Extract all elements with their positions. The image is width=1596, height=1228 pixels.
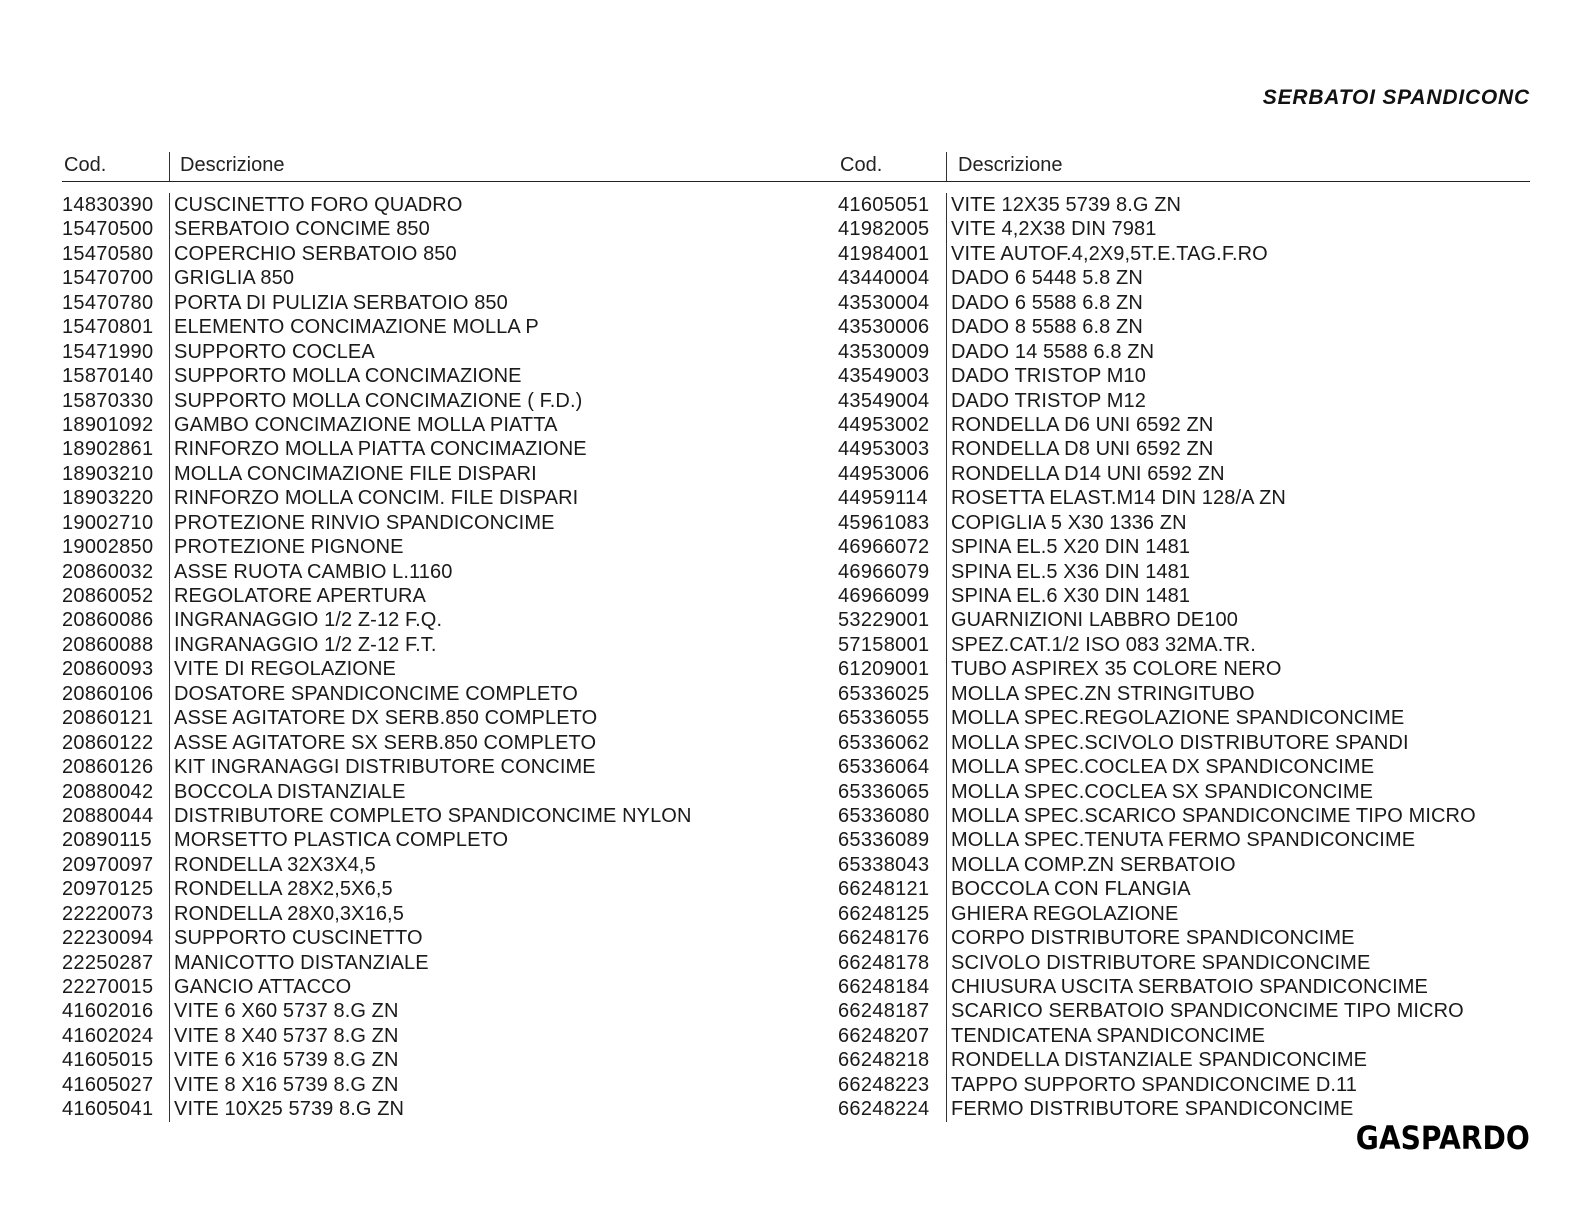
part-description: TENDICATENA SPANDICONCIME: [946, 1024, 1265, 1048]
part-code: 15870330: [62, 389, 154, 412]
part-code: 20880044: [62, 804, 154, 827]
part-description: VITE 10X25 5739 8.G ZN: [169, 1097, 404, 1121]
part-code: 65336062: [838, 731, 930, 754]
part-code: 20860093: [62, 658, 154, 681]
part-description: SERBATOIO CONCIME 850: [169, 217, 430, 241]
part-code: 20860121: [62, 707, 154, 730]
part-description: DADO 8 5588 6.8 ZN: [946, 315, 1143, 339]
rows-right: [838, 193, 1530, 1122]
table-row: [838, 633, 1530, 657]
table-row: [838, 975, 1530, 999]
part-description: REGOLATORE APERTURA: [169, 584, 426, 608]
table-row: [62, 804, 810, 828]
part-description: ROSETTA ELAST.M14 DIN 128/A ZN: [946, 486, 1286, 510]
part-code: 66248218: [838, 1049, 930, 1072]
part-code: 66248184: [838, 976, 930, 998]
part-description: SCIVOLO DISTRIBUTORE SPANDICONCIME: [946, 951, 1370, 975]
part-description: RINFORZO MOLLA PIATTA CONCIMAZIONE: [169, 437, 587, 461]
part-code: 44953002: [838, 413, 930, 436]
part-code: 66248207: [838, 1024, 930, 1047]
part-code: 20860032: [62, 560, 154, 583]
part-description: INGRANAGGIO 1/2 Z-12 F.Q.: [169, 608, 442, 632]
part-code: 66248176: [838, 927, 930, 950]
rows-left: [62, 193, 810, 1122]
table-row: [62, 486, 810, 510]
table-row: [62, 951, 810, 975]
part-code: 20970125: [62, 878, 154, 901]
table-row: [838, 584, 1530, 608]
table-row: [838, 266, 1530, 290]
part-code: 15470780: [62, 291, 154, 314]
part-description: PORTA DI PULIZIA SERBATOIO 850: [169, 291, 508, 315]
part-description: MOLLA SPEC.COCLEA SX SPANDICONCIME: [946, 780, 1373, 804]
part-description: RONDELLA 28X0,3X16,5: [169, 902, 404, 926]
part-code: 46966099: [838, 585, 930, 607]
part-code: 61209001: [838, 658, 930, 681]
part-description: PROTEZIONE PIGNONE: [169, 535, 404, 559]
part-code: 41602016: [62, 1000, 154, 1023]
part-code: 22230094: [62, 927, 154, 950]
part-description: DOSATORE SPANDICONCIME COMPLETO: [169, 682, 578, 706]
table-row: [62, 340, 810, 364]
table-row: [62, 437, 810, 461]
table-row: [838, 657, 1530, 681]
part-description: DADO TRISTOP M10: [946, 364, 1146, 388]
part-code: 65336025: [838, 682, 930, 705]
table-row: [838, 291, 1530, 315]
header-cod: Cod.: [840, 154, 883, 176]
part-description: MOLLA COMP.ZN SERBATOIO: [946, 853, 1236, 877]
parts-table-right: [838, 152, 1530, 1122]
part-code: 15870140: [62, 365, 154, 388]
parts-table-left: [62, 152, 810, 1122]
table-row: [838, 951, 1530, 975]
table-row: [838, 560, 1530, 584]
table-row: [838, 340, 1530, 364]
part-description: RONDELLA D6 UNI 6592 ZN: [946, 413, 1213, 437]
table-row: [62, 242, 810, 266]
table-row: [62, 217, 810, 241]
part-description: MOLLA SPEC.SCARICO SPANDICONCIME TIPO MICRO: [946, 804, 1476, 828]
table-row: [62, 291, 810, 315]
part-code: 44953006: [838, 462, 930, 485]
table-row: [838, 364, 1530, 388]
part-description: PROTEZIONE RINVIO SPANDICONCIME: [169, 511, 555, 535]
table-row: [62, 364, 810, 388]
part-code: 41605041: [62, 1098, 154, 1121]
part-code: 65336080: [838, 804, 930, 827]
part-code: 41605027: [62, 1073, 154, 1096]
part-code: 20860086: [62, 609, 154, 632]
part-description: DADO TRISTOP M12: [946, 389, 1146, 413]
table-header: [62, 152, 810, 182]
table-row: [838, 780, 1530, 804]
table-row: [838, 706, 1530, 730]
part-description: VITE DI REGOLAZIONE: [169, 657, 396, 681]
part-code: 43440004: [838, 267, 930, 290]
part-code: 22250287: [62, 951, 154, 974]
table-row: [838, 902, 1530, 926]
part-description: ASSE AGITATORE SX SERB.850 COMPLETO: [169, 731, 596, 755]
part-description: INGRANAGGIO 1/2 Z-12 F.T.: [169, 633, 437, 657]
part-code: 41984001: [838, 242, 930, 265]
table-row: [838, 877, 1530, 901]
part-description: MOLLA CONCIMAZIONE FILE DISPARI: [169, 462, 537, 486]
table-row: [62, 975, 810, 999]
table-row: [62, 657, 810, 681]
part-code: 20890115: [62, 829, 152, 852]
part-description: COPERCHIO SERBATOIO 850: [169, 242, 457, 266]
page-title: SERBATOI SPANDICONC: [1262, 86, 1530, 109]
part-description: RONDELLA D8 UNI 6592 ZN: [946, 437, 1213, 461]
table-row: [62, 413, 810, 437]
table-row: [838, 999, 1530, 1023]
part-description: DISTRIBUTORE COMPLETO SPANDICONCIME NYLON: [169, 804, 692, 828]
table-row: [62, 780, 810, 804]
table-row: [62, 193, 810, 217]
part-description: VITE AUTOF.4,2X9,5T.E.TAG.F.RO: [946, 242, 1268, 266]
part-code: 65338043: [838, 853, 930, 876]
table-header: [838, 152, 1530, 182]
part-description: CORPO DISTRIBUTORE SPANDICONCIME: [946, 926, 1355, 950]
part-code: 41602024: [62, 1024, 154, 1047]
part-code: 43530004: [838, 291, 930, 314]
part-description: VITE 6 X60 5737 8.G ZN: [169, 999, 399, 1023]
table-row: [62, 535, 810, 559]
table-row: [62, 633, 810, 657]
table-row: [62, 1073, 810, 1097]
part-description: DADO 6 5448 5.8 ZN: [946, 266, 1143, 290]
part-description: SPINA EL.5 X20 DIN 1481: [946, 535, 1190, 559]
table-row: [838, 608, 1530, 632]
part-description: MOLLA SPEC.SCIVOLO DISTRIBUTORE SPANDI: [946, 731, 1409, 755]
table-row: [62, 584, 810, 608]
part-code: 20860052: [62, 585, 154, 607]
part-code: 14830390: [62, 194, 154, 216]
part-description: TAPPO SUPPORTO SPANDICONCIME D.11: [946, 1073, 1357, 1097]
part-description: RONDELLA D14 UNI 6592 ZN: [946, 462, 1225, 486]
part-description: SUPPORTO COCLEA: [169, 340, 375, 364]
part-code: 18902861: [62, 438, 154, 461]
part-code: 44953003: [838, 438, 930, 461]
table-row: [62, 1024, 810, 1048]
part-code: 65336064: [838, 756, 930, 779]
part-code: 43530009: [838, 340, 930, 363]
part-description: SPINA EL.5 X36 DIN 1481: [946, 560, 1190, 584]
table-row: [62, 853, 810, 877]
part-description: MANICOTTO DISTANZIALE: [169, 951, 429, 975]
part-code: 15470700: [62, 267, 154, 290]
part-code: 66248223: [838, 1073, 930, 1096]
part-description: GRIGLIA 850: [169, 266, 294, 290]
table-row: [838, 315, 1530, 339]
part-description: VITE 6 X16 5739 8.G ZN: [169, 1048, 399, 1072]
part-description: CHIUSURA USCITA SERBATOIO SPANDICONCIME: [946, 975, 1428, 999]
table-row: [62, 731, 810, 755]
part-code: 57158001: [838, 633, 930, 656]
part-code: 19002850: [62, 536, 154, 559]
part-description: TUBO ASPIREX 35 COLORE NERO: [946, 657, 1282, 681]
table-row: [62, 266, 810, 290]
table-row: [62, 682, 810, 706]
part-code: 43549004: [838, 389, 930, 412]
part-code: 43549003: [838, 365, 930, 388]
table-row: [838, 389, 1530, 413]
part-code: 65336055: [838, 707, 930, 730]
table-row: [62, 560, 810, 584]
table-row: [838, 462, 1530, 486]
part-code: 18903220: [62, 487, 154, 510]
part-description: MOLLA SPEC.COCLEA DX SPANDICONCIME: [946, 755, 1374, 779]
table-row: [838, 1024, 1530, 1048]
part-description: MOLLA SPEC.REGOLAZIONE SPANDICONCIME: [946, 706, 1404, 730]
part-code: 43530006: [838, 316, 930, 339]
part-code: 22220073: [62, 902, 154, 925]
part-code: 20970097: [62, 853, 154, 876]
part-description: CUSCINETTO FORO QUADRO: [169, 193, 463, 217]
table-row: [838, 535, 1530, 559]
part-description: RONDELLA 28X2,5X6,5: [169, 877, 393, 901]
part-description: KIT INGRANAGGI DISTRIBUTORE CONCIME: [169, 755, 596, 779]
table-row: [838, 511, 1530, 535]
part-description: SUPPORTO MOLLA CONCIMAZIONE ( F.D.): [169, 389, 582, 413]
part-code: 15470580: [62, 242, 154, 265]
table-row: [838, 1048, 1530, 1072]
part-description: MORSETTO PLASTICA COMPLETO: [169, 828, 508, 852]
part-description: GAMBO CONCIMAZIONE MOLLA PIATTA: [169, 413, 558, 437]
part-code: 66248178: [838, 951, 930, 974]
table-row: [838, 828, 1530, 852]
part-description: FERMO DISTRIBUTORE SPANDICONCIME: [946, 1097, 1354, 1121]
part-description: RONDELLA DISTANZIALE SPANDICONCIME: [946, 1048, 1367, 1072]
table-row: [838, 731, 1530, 755]
part-description: VITE 8 X16 5739 8.G ZN: [169, 1073, 399, 1097]
part-description: VITE 8 X40 5737 8.G ZN: [169, 1024, 399, 1048]
part-code: 66248187: [838, 1000, 930, 1023]
part-code: 15470801: [62, 316, 154, 339]
part-code: 65336065: [838, 780, 930, 803]
table-row: [838, 926, 1530, 950]
gaspardo-logo: GASPARDO: [1355, 1119, 1530, 1157]
table-row: [62, 462, 810, 486]
part-description: GHIERA REGOLAZIONE: [946, 902, 1178, 926]
table-row: [838, 755, 1530, 779]
part-code: 15470500: [62, 218, 154, 241]
part-description: ASSE RUOTA CAMBIO L.1160: [169, 560, 452, 584]
table-row: [62, 389, 810, 413]
part-code: 22270015: [62, 976, 154, 998]
part-code: 46966079: [838, 560, 930, 583]
part-code: 65336089: [838, 829, 930, 852]
table-row: [838, 193, 1530, 217]
part-code: 41982005: [838, 218, 930, 241]
part-description: BOCCOLA DISTANZIALE: [169, 780, 406, 804]
table-row: [62, 706, 810, 730]
part-code: 20860106: [62, 682, 154, 705]
header-descrizione: Descrizione: [180, 154, 285, 176]
part-description: SUPPORTO CUSCINETTO: [169, 926, 423, 950]
part-code: 15471990: [62, 340, 154, 363]
part-description: VITE 12X35 5739 8.G ZN: [946, 193, 1181, 217]
part-description: SUPPORTO MOLLA CONCIMAZIONE: [169, 364, 522, 388]
table-row: [838, 1097, 1530, 1121]
table-row: [62, 877, 810, 901]
table-row: [62, 902, 810, 926]
table-row: [838, 804, 1530, 828]
part-description: COPIGLIA 5 X30 1336 ZN: [946, 511, 1187, 535]
part-code: 46966072: [838, 536, 930, 559]
table-row: [838, 682, 1530, 706]
part-description: MOLLA SPEC.ZN STRINGITUBO: [946, 682, 1255, 706]
part-description: ELEMENTO CONCIMAZIONE MOLLA P: [169, 315, 539, 339]
part-code: 66248121: [838, 878, 930, 901]
part-description: DADO 14 5588 6.8 ZN: [946, 340, 1154, 364]
part-code: 20860122: [62, 731, 154, 754]
part-code: 41605015: [62, 1049, 154, 1072]
part-description: MOLLA SPEC.TENUTA FERMO SPANDICONCIME: [946, 828, 1415, 852]
part-code: 19002710: [62, 511, 154, 534]
table-row: [62, 828, 810, 852]
table-row: [838, 242, 1530, 266]
part-description: RINFORZO MOLLA CONCIM. FILE DISPARI: [169, 486, 578, 510]
table-row: [838, 853, 1530, 877]
table-row: [62, 1097, 810, 1121]
part-code: 18903210: [62, 462, 154, 485]
part-code: 20860126: [62, 756, 154, 779]
part-description: BOCCOLA CON FLANGIA: [946, 877, 1191, 901]
part-code: 41605051: [838, 194, 930, 216]
part-description: GANCIO ATTACCO: [169, 975, 351, 999]
table-row: [838, 486, 1530, 510]
table-row: [838, 1073, 1530, 1097]
table-row: [62, 1048, 810, 1072]
table-row: [62, 608, 810, 632]
table-row: [838, 413, 1530, 437]
part-code: 66248125: [838, 902, 930, 925]
part-code: 18901092: [62, 413, 154, 436]
part-description: DADO 6 5588 6.8 ZN: [946, 291, 1143, 315]
table-row: [838, 217, 1530, 241]
part-code: 20880042: [62, 780, 154, 803]
part-code: 45961083: [838, 511, 930, 534]
table-row: [62, 755, 810, 779]
part-description: GUARNIZIONI LABBRO DE100: [946, 608, 1238, 632]
header-descrizione: Descrizione: [958, 154, 1063, 176]
part-description: VITE 4,2X38 DIN 7981: [946, 217, 1156, 241]
header-cod: Cod.: [64, 154, 107, 176]
part-description: ASSE AGITATORE DX SERB.850 COMPLETO: [169, 706, 597, 730]
table-row: [838, 437, 1530, 461]
table-row: [62, 999, 810, 1023]
part-code: 66248224: [838, 1098, 930, 1121]
part-code: 20860088: [62, 633, 154, 656]
table-row: [62, 315, 810, 339]
part-code: 53229001: [838, 609, 930, 632]
part-description: SPINA EL.6 X30 DIN 1481: [946, 584, 1190, 608]
table-row: [62, 511, 810, 535]
header-separator: [169, 152, 170, 181]
part-description: SPEZ.CAT.1/2 ISO 083 32MA.TR.: [946, 633, 1256, 657]
table-row: [62, 926, 810, 950]
part-code: 44959114: [838, 487, 928, 510]
header-separator: [946, 152, 947, 181]
part-description: SCARICO SERBATOIO SPANDICONCIME TIPO MICRO: [946, 999, 1464, 1023]
part-description: RONDELLA 32X3X4,5: [169, 853, 376, 877]
